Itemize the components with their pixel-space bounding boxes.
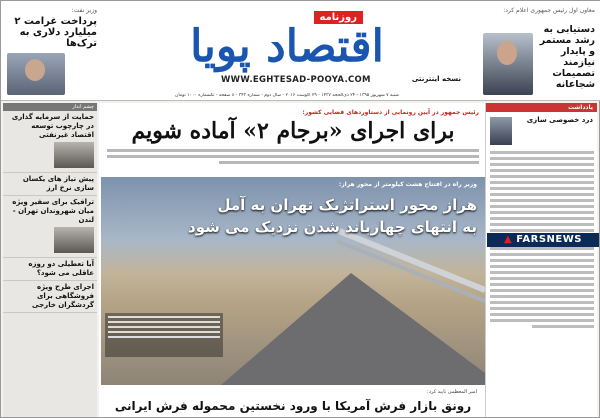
hero-headline-line2: به انتهای چهارباند شدن نزدیک می شود [188, 218, 477, 236]
farsnews-watermark [487, 233, 599, 247]
list-item-title: آیا تعطیلی دو روزه عاقلی می شود؟ [28, 260, 94, 277]
list-item[interactable] [3, 258, 97, 281]
logo-ruznameh: روزنامه [314, 11, 364, 24]
farsnews-logo-icon: ▲ [504, 234, 513, 245]
right-teaser-photo [483, 33, 533, 95]
right-teaser-kicker: معاون اول رئیس جمهوری اعلام کرد: [503, 7, 595, 14]
hero-kicker: وزیر راه در افتتاح هشت کیلومتر از محور هراز: [338, 181, 477, 188]
dateline: شنبه ۷ شهریور ۱۳۹۵ - ۲۴ ذی‌الحجه ۱۴۳۷ - ۲۹ آگوست ۲۰۱۶ - سال دوم - شماره ۳۴۳ - ۸ صفحه - تکشماره ۱۰۰۰ تومان [175, 93, 399, 98]
main-headline[interactable]: برای اجرای «برجام ۲» آماده شویم [131, 118, 455, 144]
hero-caption-box [105, 313, 223, 357]
left-teaser-headline: پرداخت غرامت ۲ میلیارد دلاری به ترک‌ها [14, 16, 97, 49]
edition-label: نسخه اینترنتی [411, 75, 461, 83]
masthead [1, 1, 600, 101]
list-item[interactable] [3, 111, 97, 173]
bottom-headline[interactable]: رونق بازار فرش آمریکا با ورود نخستین محموله فرش ایرانی [114, 399, 472, 413]
hero-headline-line1: هراز محور استراتژیک تهران به آمل [217, 196, 477, 214]
left-teaser-kicker: وزیر نفت: [71, 7, 97, 14]
list-item-title: ترافیک برای سفیر ویژه میان شهروندان تهران - لندن [12, 198, 94, 224]
right-teaser[interactable] [483, 7, 595, 95]
list-item-photo [54, 227, 94, 253]
left-teaser-photo [7, 53, 65, 95]
left-teaser[interactable] [7, 7, 97, 95]
author-photo [490, 117, 512, 145]
right-teaser-headline: دستیابی به رشد مستمر و پایدار نیازمند تصمیمات شجاعانه [539, 24, 595, 90]
left-column [3, 103, 97, 417]
bottom-kicker: امیر المعظمی تایید کرد: [427, 389, 477, 395]
list-item[interactable] [3, 196, 97, 258]
road-shape [221, 273, 485, 385]
hero-photo[interactable] [101, 177, 485, 385]
list-item-title: پیش نیاز های یکسان سازی نرخ ارز [22, 175, 94, 192]
list-item-title: اجرای طرح ویژه فروشگاهی برای گردشگران خارجی [32, 283, 94, 309]
list-item[interactable] [3, 173, 97, 196]
right-column-header: یادداشت [486, 103, 597, 112]
main-kicker: رئیس جمهور در آیین رونمایی از دستاوردهای فضایی کشور: [302, 109, 479, 116]
main-lede [107, 149, 479, 173]
list-item[interactable] [3, 281, 97, 313]
website-url[interactable]: WWW.EGHTESAD-POOYA.COM [221, 75, 371, 85]
right-column-subheader[interactable]: درد خصوصی سازی [526, 116, 593, 124]
main-section [99, 103, 487, 417]
newspaper-logo [101, 5, 473, 97]
list-item-photo [54, 142, 94, 168]
logo-text: اقتصاد پویا [190, 21, 384, 72]
right-column [485, 103, 597, 417]
farsnews-brand: FARSNEWS [516, 234, 582, 245]
left-column-header: چشم انداز [3, 103, 97, 111]
list-item-title: حمایت از سرمایه گذاری در چارچوب توسعه اقتصاد غیرنفتی [11, 113, 94, 139]
